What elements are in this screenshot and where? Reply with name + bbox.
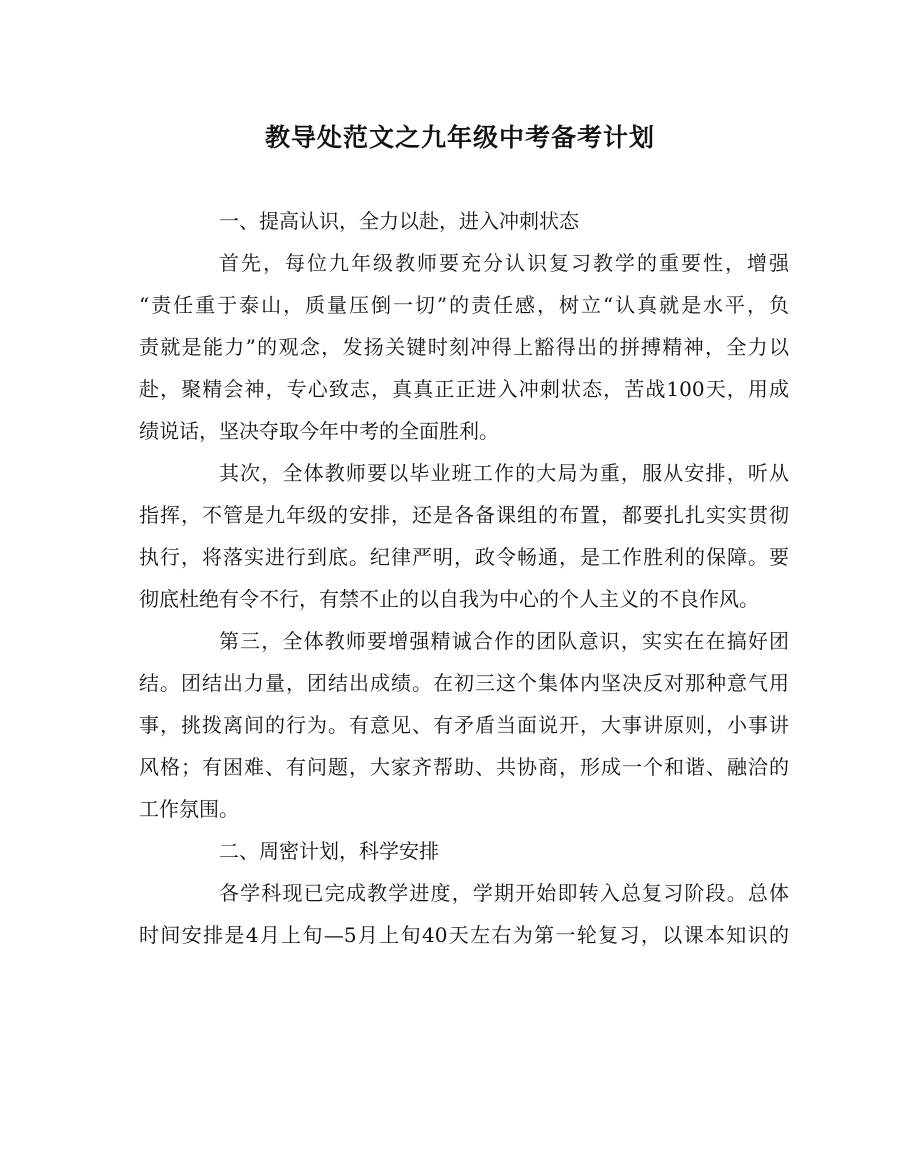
paragraph-line: 工作氛围。 (139, 797, 239, 821)
paragraph-line: “责任重于泰山，质量压倒一切”的责任感，树立“认真就是水平，负 (139, 293, 789, 317)
document-body (139, 200, 789, 956)
document-title: 教导处范文之九年级中考备考计划 (264, 123, 655, 152)
paragraph-line: 指挥，不管是九年级的安排，还是各备课组的布置，都要扎扎实实贯彻 (139, 503, 789, 527)
paragraph-line: 责就是能力”的观念，发扬关键时刻冲得上豁得出的拼搏精神，全力以 (139, 335, 789, 359)
section-heading-1: 一、提高认识，全力以赴，进入冲刺状态 (219, 209, 579, 233)
paragraph-line: 彻底杜绝有令不行，有禁不止的以自我为中心的个人主义的不良作风。 (139, 587, 759, 611)
paragraph-line: 首先，每位九年级教师要充分认识复习教学的重要性，增强 (219, 251, 789, 275)
paragraph-line: 第三，全体教师要增强精诚合作的团队意识，实实在在搞好团 (219, 629, 789, 653)
paragraph-line: 时间安排是4月上旬—5月上旬40天左右为第一轮复习，以课本知识的 (139, 923, 789, 947)
paragraph-line: 事，挑拨离间的行为。有意见、有矛盾当面说开，大事讲原则，小事讲 (139, 713, 789, 737)
paragraph-line: 结。团结出力量，团结出成绩。在初三这个集体内坚决反对那种意气用 (139, 671, 789, 695)
section-heading-2: 二、周密计划，科学安排 (219, 839, 439, 863)
paragraph-line: 其次，全体教师要以毕业班工作的大局为重，服从安排，听从 (219, 461, 789, 485)
paragraph-line: 绩说话，坚决夺取今年中考的全面胜利。 (139, 419, 499, 443)
paragraph-line: 赴，聚精会神，专心致志，真真正正进入冲刺状态，苦战100天，用成 (139, 377, 789, 401)
paragraph-line: 执行，将落实进行到底。纪律严明，政令畅通，是工作胜利的保障。要 (139, 545, 789, 569)
paragraph-line: 风格；有困难、有问题，大家齐帮助、共协商，形成一个和谐、融洽的 (139, 755, 789, 779)
paragraph-line: 各学科现已完成教学进度，学期开始即转入总复习阶段。总体 (219, 881, 789, 905)
